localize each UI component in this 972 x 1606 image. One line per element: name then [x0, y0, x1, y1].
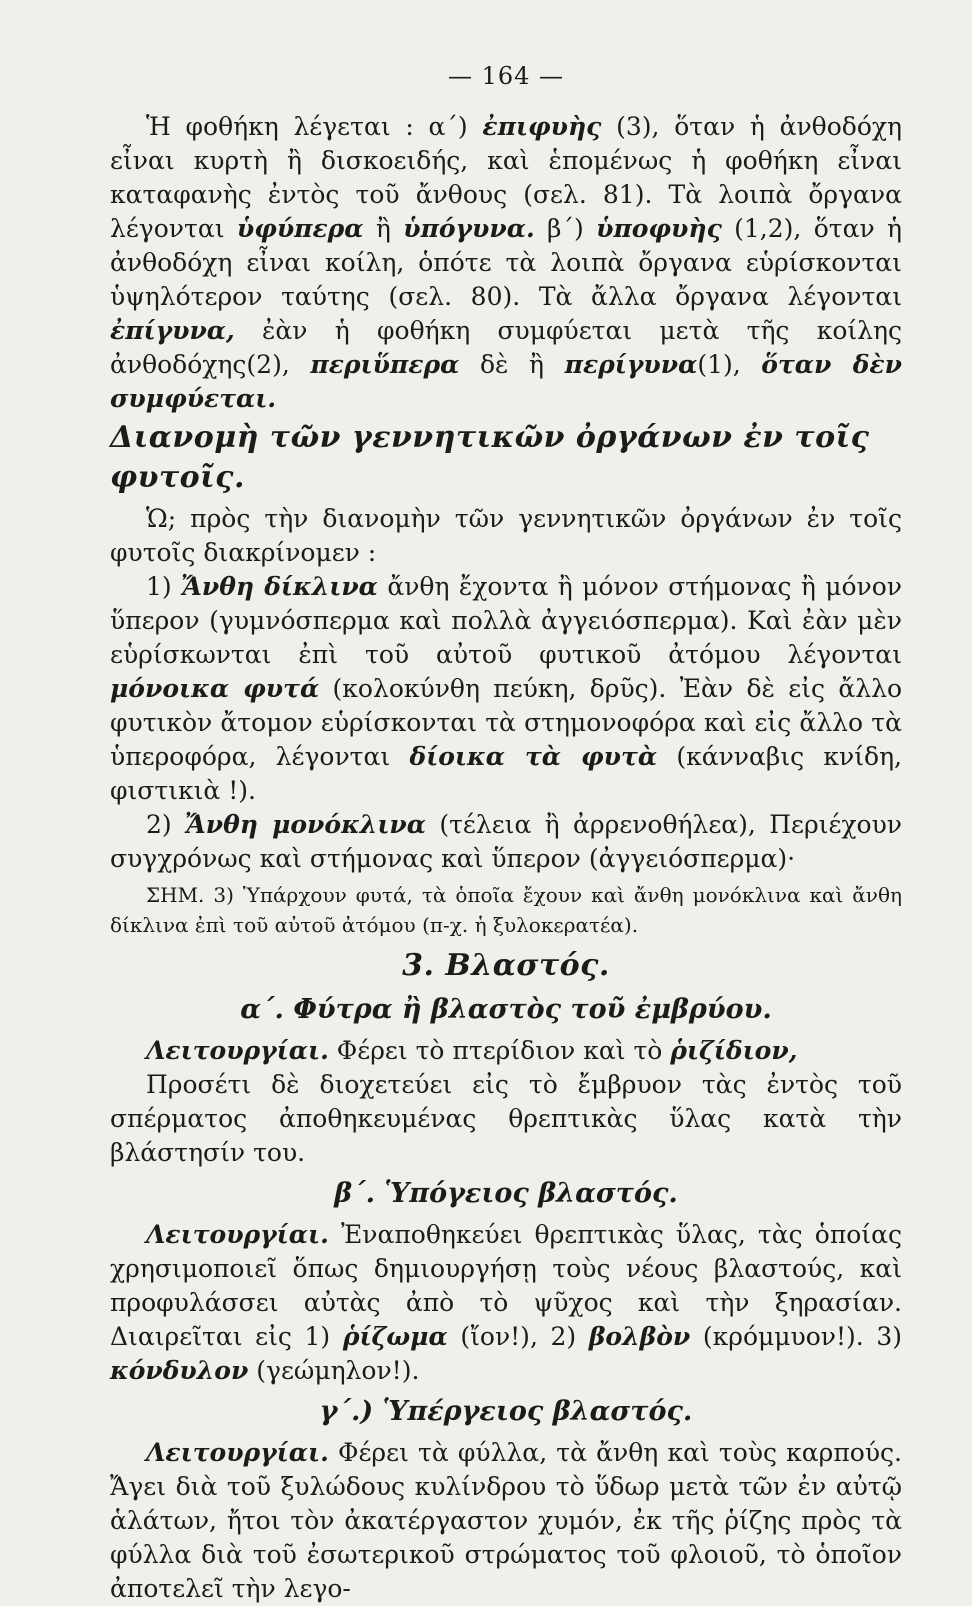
text-run: (κάνναβις κνίδη, φιστικιὰ !). [110, 742, 902, 805]
section-heading-vlastos: 3. Βλαστός. [402, 948, 610, 983]
term-dioika: δίοικα τὰ φυτὰ [409, 742, 658, 771]
term-hyphypera: ὑφύπερα [236, 214, 364, 243]
fytra-functions [110, 1034, 902, 1068]
note-text: ΣΗΜ. 3) Ὑπάρχουν φυτά, τὰ ὁποῖα ἔχουν καὶ ἄνθη μονόκλινα καὶ ἄνθη δίκλινα ἐπὶ τοῦ αὐτοῦ ἀτόμου (π-χ. ἡ ξυλοκερατέα). [110, 883, 902, 937]
text-run: (1,2), ὅταν ἡ ἀνθοδόχη εἶναι κοίλη, ὁπότε τὰ λοιπὰ ὄργανα εὑρίσκονται ὑψηλότερον ταύτης (σελ. 80). Τὰ ἄλλα ὄργανα λέγονται [110, 214, 902, 311]
text-run: Ἐναποθηκεύει θρεπτικὰς ὕλας, τὰς ὁποίας χρησιμοποιεῖ ὅπως δημιουργήσῃ τοὺς νέους βλαστούς, καὶ προφυλάσσει αὐτὰς ἀπὸ τὸ ψῦχος καὶ τὴν ξηρασίαν. Διαιρεῖται εἰς 1) [110, 1220, 902, 1351]
text-run: (ἴον!), 2) [447, 1322, 589, 1351]
term-volvon: βολβὸν [588, 1322, 691, 1351]
text-run: (κρόμμυον!). 3) [690, 1322, 902, 1351]
term-anthi-diklina: Ἄνθη δίκλινα [181, 572, 378, 601]
note-paragraph [110, 880, 902, 940]
term-hypophys: ὑποφυὴς [596, 214, 722, 243]
text-run: Φέρει τὸ πτερίδιον καὶ τὸ [328, 1036, 671, 1065]
text-run: Φέρει τὰ φύλλα, τὰ ἄνθη καὶ τοὺς καρπούς. Ἄγει διὰ τοῦ ξυλώδους κυλίνδρου τὸ ὕδωρ μετὰ τῶν ἐν αὐτῷ ἁλάτων, ἤτοι τὸν ἀκατέργαστον χυμόν, ἐκ τῆς ῥίζης πρὸς τὰ φύλλα διὰ τοῦ ἐσωτερικοῦ στρώματος τοῦ φλοιοῦ, τὸ ὁποῖον ἀποτελεῖ τὴν λεγο- [110, 1438, 902, 1603]
text-run: β΄) [534, 214, 597, 243]
distribution-intro: Ὡ; πρὸς τὴν διανομὴν τῶν γεννητικῶν ὀργάνων ἐν τοῖς φυτοῖς διακρίνομεν : [110, 504, 902, 567]
intro-paragraph [110, 110, 902, 416]
term-monoika: μόνοικα φυτά [110, 674, 320, 703]
term-anthi-monoklina: Ἄνθη μονόκλινα [185, 810, 427, 839]
label-leitourgiai: Λειτουργίαι. [146, 1220, 329, 1249]
text-run: ἐὰν ἡ φοθήκη συμφύεται μετὰ τῆς κοίλης ἀνθοδόχης(2), [110, 316, 902, 379]
term-perihypera: περιὕπερα [310, 350, 460, 379]
text-run: ἢ [363, 214, 404, 243]
ypergeios-functions [110, 1436, 902, 1606]
text-run: (κολοκύνθη πεύκη, δρῦς). Ἐὰν δὲ εἰς ἄλλο φυτικὸν ἄτομον εὑρίσκονται τὰ στημονοφόρα καὶ εἰς ἄλλο τὰ ὑπεροφόρα, λέγονται [110, 674, 902, 771]
body-text [110, 110, 902, 1606]
term-otan-den-symfyetai: ὅταν δὲν συμφύεται. [110, 350, 902, 413]
text-run: ἄνθη ἔχοντα ἢ μόνον στήμονας ἢ μόνον ὕπερον (γυμνόσπερμα καὶ πολλὰ ἀγγειόσπερμα). Καὶ ἐὰν μὲν εὑρίσκωνται ἐπὶ τοῦ αὐτοῦ φυτικοῦ ἀτόμου λέγονται [110, 572, 902, 669]
subsection-heading-fytra: α΄. Φύτρα ἢ βλαστὸς τοῦ ἐμβρύου. [240, 994, 772, 1025]
list-number: 2) [146, 810, 185, 839]
label-leitourgiai: Λειτουργίαι. [146, 1036, 329, 1065]
term-perigyna: περίγυνα [564, 350, 698, 379]
text-run: Ἡ φοθήκη λέγεται : α΄) [146, 112, 483, 141]
text-run: (3), ὅταν ἡ ἀνθοδόχη εἶναι κυρτὴ ἢ δισκοειδής, καὶ ἑπομένως ἡ φοθήκη εἶναι καταφανὴς ἐντὸς τοῦ ἄνθους (σελ. 81). Τὰ λοιπὰ ὄργανα λέγονται [110, 112, 902, 243]
subsection-heading-ypogeios: β΄. Ὑπόγειος βλαστός. [334, 1178, 678, 1209]
section-heading-distribution: Διανομὴ τῶν γεννητικῶν ὀργάνων ἐν τοῖς φυτοῖς. [110, 420, 870, 495]
term-rizidion: ῥιζίδιον, [670, 1036, 798, 1065]
term-epiphys: ἐπιφυὴς [482, 112, 602, 141]
label-leitourgiai: Λειτουργίαι. [146, 1438, 329, 1467]
fytra-functions-cont: Προσέτι δὲ διοχετεύει εἰς τὸ ἔμβρυον τὰς ἐντὸς τοῦ σπέρματος ἀποθηκευμένας θρεπτικὰς ὕλας κατὰ τὴν βλάστησίν του. [110, 1070, 902, 1167]
subsection-heading-ypergeios: γ΄.) Ὑπέργειος βλαστός. [319, 1396, 693, 1427]
list-number: 1) [146, 572, 182, 601]
text-run: (τέλεια ἢ ἀρρενοθήλεα), Περιέχουν συγχρόνως καὶ στήμονας καὶ ὕπερον (ἀγγειόσπερμα)· [110, 810, 903, 873]
term-epigyna: ἐπίγυνα, [110, 316, 235, 345]
text-run: (γεώμηλον!). [248, 1356, 420, 1385]
term-hypogyna: ὑπόγυνα. [403, 214, 535, 243]
text-run: (1), [697, 350, 762, 379]
text-run: δὲ ἢ [459, 350, 565, 379]
page-number: — 164 — [447, 62, 565, 90]
list-item-diklina [110, 570, 902, 808]
term-kondylon: κόνδυλον [110, 1356, 249, 1385]
ypogeios-functions [110, 1218, 902, 1388]
term-rizoma: ῥίζωμα [342, 1322, 448, 1351]
list-item-monoklina [110, 808, 902, 876]
